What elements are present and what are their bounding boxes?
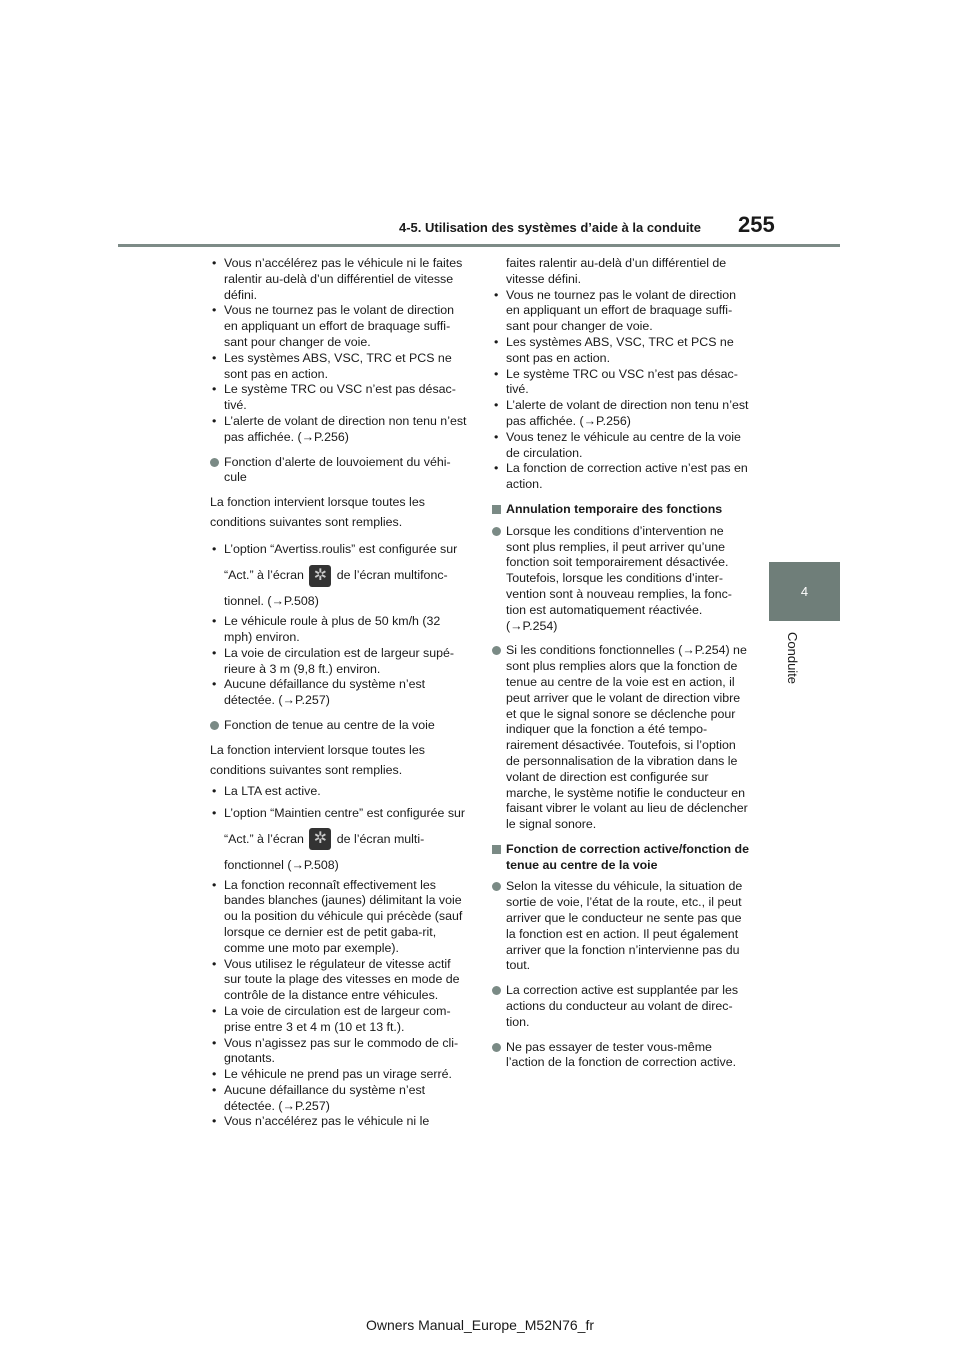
list-item: • Vous ne tournez pas le volant de direction en appliquant un effort de braquage suffi-sant pour changer de voie. bbox=[210, 303, 468, 350]
intro-text: La fonction intervient lorsque toutes les conditions suivantes sont remplies. bbox=[210, 742, 425, 777]
chapter-tab bbox=[769, 562, 840, 621]
list-item: • Le véhicule ne prend pas un virage serré. bbox=[210, 1067, 468, 1083]
list-item bbox=[210, 800, 468, 878]
list-item: • Aucune défaillance du système n’est détectée. (→P.257) bbox=[210, 1083, 468, 1115]
gear-text-before: L’option “Maintien centre” est configurée sur “Act.” à l’écran bbox=[224, 805, 466, 846]
gear-text-after: de l’écran multi-fonctionnel (→P.508) bbox=[224, 831, 425, 872]
heading-active-correction: Fonction de correction active/fonction de tenue au centre de la voie bbox=[492, 842, 750, 874]
list-item: • Le système TRC ou VSC n’est pas désac-tivé. bbox=[492, 367, 750, 399]
right-column bbox=[492, 256, 750, 1077]
list-item: • Vous n’agissez pas sur le commodo de cli-gnotants. bbox=[210, 1036, 468, 1068]
header-rule bbox=[118, 244, 840, 247]
list-item: • La voie de circulation est de largeur supé-rieure à 3 m (9,8 ft.) environ. bbox=[210, 646, 468, 678]
list-item: • Les systèmes ABS, VSC, TRC et PCS ne sont pas en action. bbox=[210, 351, 468, 383]
chapter-number: 4 bbox=[800, 584, 809, 599]
list-item: Si les conditions fonctionnelles (→P.254) ne sont plus remplies alors que la fonction de tenue au centre de la voie est en action, il peut arriver que le volant de direction vibre et que le signal sonore se déclenche pour indiquer que la fonction a été tempo-rairement désactivée. Toutefois, si l’option de personnalisation de la vibration dans le volant de direction est configurée sur marche, le système notifie le conducteur en faisant vibrer le volant au lieu de déclencher le signal sonore. bbox=[492, 643, 750, 833]
gear-settings-icon bbox=[309, 828, 331, 850]
intro-text: La fonction intervient lorsque toutes les conditions suivantes sont remplies. bbox=[210, 495, 425, 530]
list-item: • Vous tenez le véhicule au centre de la voie de circulation. bbox=[492, 430, 750, 462]
list-item: • Vous ne tournez pas le volant de direction en appliquant un effort de braquage suffi-sant pour changer de voie. bbox=[492, 288, 750, 335]
list-item: • La fonction reconnaît effectivement les bandes blanches (jaunes) délimitant la voie ou la position du véhicule qui précède (sauf lorsque ce dernier est de petit gaba-rit, comme une moto par exemple). bbox=[210, 878, 468, 957]
list-item: • La LTA est active. bbox=[210, 784, 468, 800]
list-item: • Le système TRC ou VSC n’est pas désac-tivé. bbox=[210, 382, 468, 414]
heading-temporary-cancel: Annulation temporaire des fonctions bbox=[492, 502, 750, 518]
list-item: • Le véhicule roule à plus de 50 km/h (32 mph) environ. bbox=[210, 614, 468, 646]
list-item: • Vous n’accélérez pas le véhicule ni le faites ralentir au-delà d’un différentiel de vitesse défini. bbox=[210, 256, 468, 303]
footer-text: Owners Manual_Europe_M52N76_fr bbox=[365, 1317, 594, 1333]
list-item bbox=[210, 536, 468, 614]
gear-text-before: L’option “Avertiss.roulis” est configurée sur “Act.” à l’écran bbox=[224, 542, 458, 583]
list-item: Ne pas essayer de tester vous-même l’action de la fonction de correction active. bbox=[492, 1040, 750, 1072]
list-item: • L’alerte de volant de direction non tenu n’est pas affichée. (→P.256) bbox=[492, 398, 750, 430]
list-item: • La fonction de correction active n’est pas en action. bbox=[492, 461, 750, 493]
list-item: La correction active est supplantée par les actions du conducteur au volant de direc-tion. bbox=[492, 983, 750, 1030]
list-item: Lorsque les conditions d’intervention ne sont plus remplies, il peut arriver qu’une fonction soit temporairement désactivée. Toutefois, lorsque les conditions d’inter-vention sont à nouveau remplies, la fonc-tion est automatiquement réactivée. (→P.254) bbox=[492, 524, 750, 635]
list-item: • La voie de circulation est de largeur com-prise entre 3 et 4 m (10 et 13 ft.). bbox=[210, 1004, 468, 1036]
list-item: • Aucune défaillance du système n’est détectée. (→P.257) bbox=[210, 677, 468, 709]
gear-settings-icon bbox=[309, 565, 331, 587]
page-number: 255 bbox=[738, 212, 775, 237]
list-item: • Vous n’accélérez pas le véhicule ni le bbox=[210, 1114, 468, 1130]
gear-text-after: de l’écran multifonc-tionnel. (→P.508) bbox=[224, 568, 448, 609]
list-item: Selon la vitesse du véhicule, la situation de sortie de voie, l’état de la route, etc., il peut arriver que le conducteur ne sente pas que la fonction est en action. Il peut également arriver que la fonction n’intervienne pas du tout. bbox=[492, 879, 750, 974]
list-item: • Vous utilisez le régulateur de vitesse actif sur toute la plage des vitesses en mode de contrôle de la distance entre véhicules. bbox=[210, 957, 468, 1004]
heading-lane-centering: Fonction de tenue au centre de la voie bbox=[210, 718, 468, 734]
left-column bbox=[210, 256, 468, 1130]
chapter-label: Conduite bbox=[785, 632, 800, 685]
list-item: • Les systèmes ABS, VSC, TRC et PCS ne sont pas en action. bbox=[492, 335, 750, 367]
heading-sway-alert: Fonction d’alerte de louvoiement du véhi-cule bbox=[210, 455, 468, 487]
list-item: • L’alerte de volant de direction non tenu n’est pas affichée. (→P.256) bbox=[210, 414, 468, 446]
continued-text: faites ralentir au-delà d’un différentiel de vitesse défini. bbox=[506, 256, 727, 286]
section-title: 4-5. Utilisation des systèmes d’aide à la conduite bbox=[399, 220, 701, 235]
